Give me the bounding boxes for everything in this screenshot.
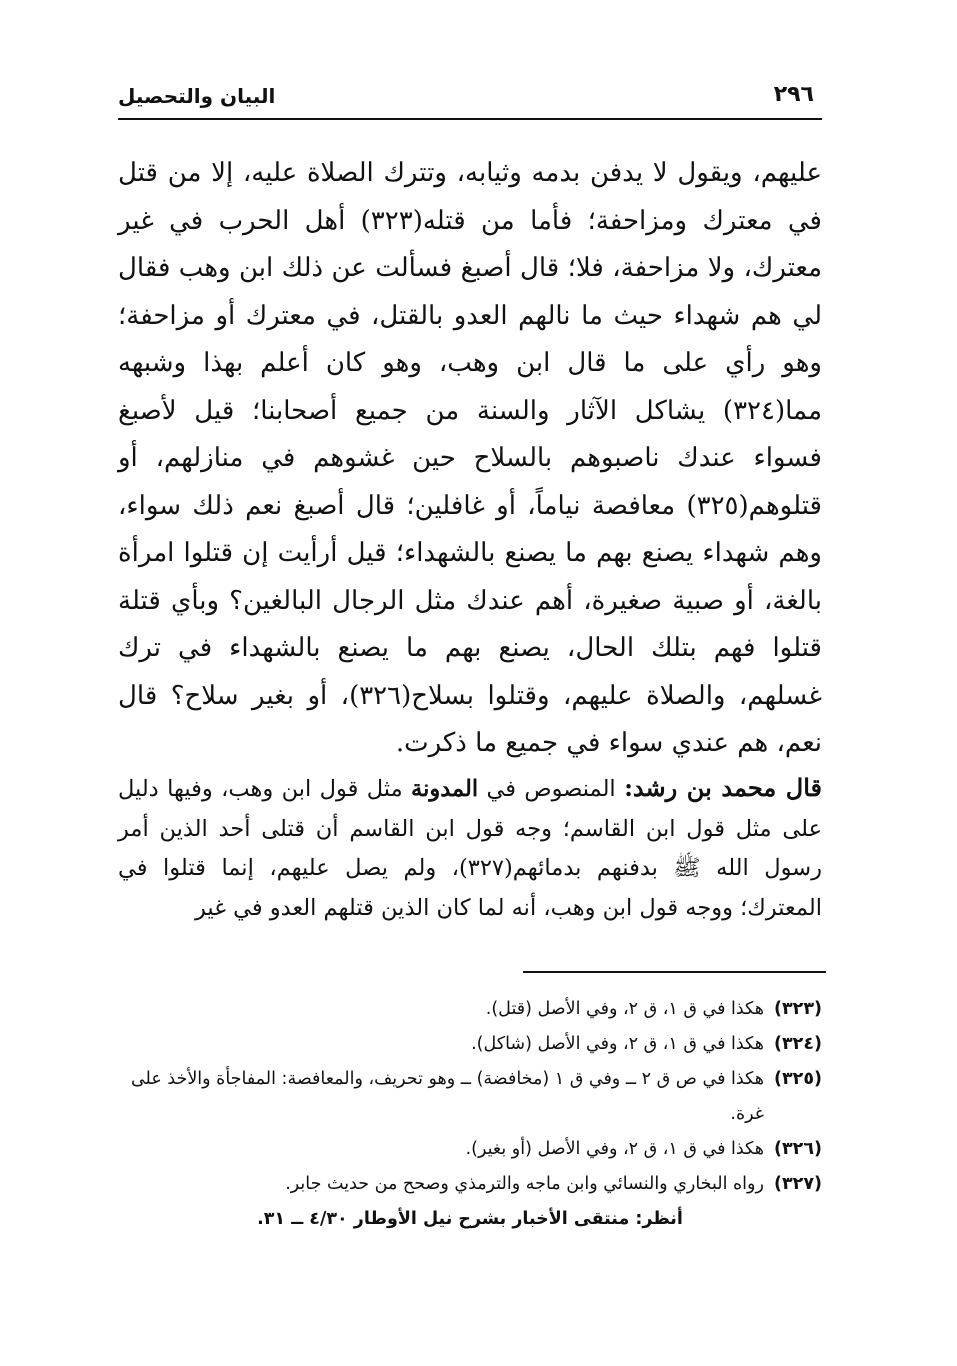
footnote-number: (٣٢٤) — [773, 1034, 822, 1054]
running-title: البيان والتحصيل — [118, 84, 276, 108]
footnotes — [118, 992, 822, 1237]
commentary-section — [118, 768, 822, 928]
footnote-number: (٣٢٦) — [773, 1139, 822, 1159]
page-header — [118, 82, 822, 120]
footnote-number: (٣٢٥) — [773, 1069, 822, 1089]
footnote-number: (٣٢٣) — [773, 999, 822, 1019]
footnote-325 — [118, 1062, 822, 1132]
commentary-source: المدونة — [411, 776, 479, 802]
footnote-324 — [118, 1027, 822, 1062]
commentary-text-after-source: مثل قول ابن وهب، وفيها دليل على مثل قول ابن القاسم؛ وجه قول ابن القاسم أن قتلى أحد الذين أمر رسول الله ﷺ بدفنهم بدمائهم(٣٢٧)، ولم يصل عليهم، إنما قتلوا في المعترك؛ ووجه قول ابن وهب، أنه لما كان الذين قتلهم العدو في غير — [118, 776, 822, 921]
commentary-text-before-source: المنصوص في — [478, 776, 625, 802]
page-number: ٢٩٦ — [773, 82, 814, 107]
footnote-327 — [118, 1167, 822, 1202]
footnote-326 — [118, 1132, 822, 1167]
footnote-reference: أنظر: منتقى الأخبار بشرح نيل الأوطار ٤/٣٠ ــ ٣١. — [257, 1209, 683, 1229]
footnote-text: هكذا في ق ١، ق ٢، وفي الأصل (شاكل). — [471, 1034, 764, 1054]
footnote-text: هكذا في ق ١، ق ٢، وفي الأصل (قتل). — [485, 999, 764, 1019]
footnote-text: رواه البخاري والنسائي وابن ماجه والترمذي وصحح من حديث جابر. — [285, 1174, 764, 1194]
commentary-paragraph — [118, 768, 822, 928]
footnote-divider — [523, 971, 826, 973]
main-text — [118, 150, 822, 768]
footnote-number: (٣٢٧) — [773, 1174, 822, 1194]
footnote-text: هكذا في ص ق ٢ ــ وفي ق ١ (مخافضة) ــ وهو تحريف، والمعافصة: المفاجأة والأخذ على غرة. — [130, 1069, 764, 1124]
main-paragraph: عليهم، ويقول لا يدفن بدمه وثيابه، وتترك الصلاة عليه، إلا من قتل في معترك ومزاحفة؛ فأما من قتله(٣٢٣) أهل الحرب في غير معترك، ولا مزاحفة، فلا؛ قال أصبغ فسألت عن ذلك ابن وهب فقال لي هم شهداء حيث ما نالهم العدو بالقتل، في معترك أو مزاحفة؛ وهو رأي على ما قال ابن وهب، وهو كان أعلم بهذا وشبهه مما(٣٢٤) يشاكل الآثار والسنة من جميع أصحابنا؛ قيل لأصبغ فسواء عندك ناصبوهم بالسلاح حين غشوهم في منازلهم، أو قتلوهم(٣٢٥) معافصة نياماً، أو غافلين؛ قال أصبغ نعم ذلك سواء، وهم شهداء يصنع بهم ما يصنع بالشهداء؛ قيل أرأيت إن قتلوا امرأة بالغة، أو صبية صغيرة، أهم عندك مثل الرجال البالغين؟ وبأي قتلة قتلوا فهم بتلك الحال، يصنع بهم ما يصنع بالشهداء في ترك غسلهم، والصلاة عليهم، وقتلوا بسلاح(٣٢٦)، أو بغير سلاح؟ قال نعم، هم عندي سواء في جميع ما ذكرت. — [118, 158, 822, 758]
footnote-323 — [118, 992, 822, 1027]
footnote-text: هكذا في ق ١، ق ٢، وفي الأصل (أو بغير). — [465, 1139, 764, 1159]
commentary-speaker: قال محمد بن رشد: — [624, 773, 822, 802]
